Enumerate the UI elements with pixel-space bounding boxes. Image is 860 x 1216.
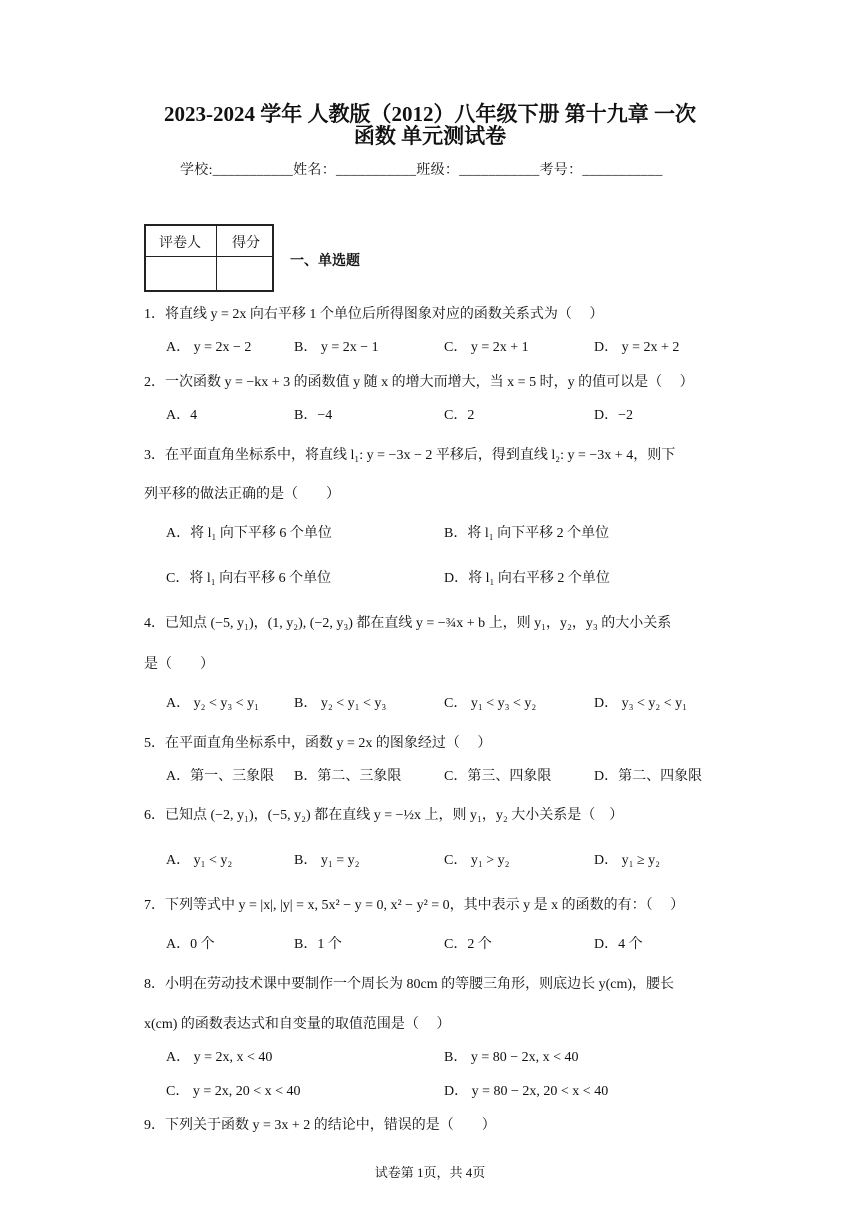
q4-option-a: A． y₂ < y₃ < y₁	[166, 696, 260, 711]
q4-option-b: B． y₂ < y₁ < y₃	[294, 696, 387, 711]
score-table-row-divider	[146, 256, 272, 257]
q4-option-c: C． y₁ < y₃ < y₂	[444, 696, 537, 711]
q6-option-d: D． y₁ ≥ y₂	[594, 853, 661, 868]
q1-option-b: B． y = 2x − 1	[294, 340, 379, 355]
q8-option-a: A． y = 2x, x < 40	[166, 1050, 273, 1065]
question-9: 9．下列关于函数 y = 3x + 2 的结论中，错误的是（ ）	[144, 1118, 496, 1133]
q1-option-d: D． y = 2x + 2	[594, 340, 680, 355]
paper-title-line1: 2023-2024 学年 人教版（2012）八年级下册 第十九章 一次	[164, 102, 696, 126]
q2-option-d: D．−2	[594, 408, 634, 423]
q5-option-c: C．第三、四象限	[444, 769, 552, 784]
q3-option-b: B．将 l₁ 向下平移 2 个单位	[444, 526, 610, 541]
question-8-line2: x(cm) 的函数表达式和自变量的取值范围是（ ）	[144, 1017, 451, 1032]
question-1: 1．将直线 y = 2x 向右平移 1 个单位后所得图象对应的函数关系式为（ ）	[144, 307, 604, 322]
score-table	[144, 224, 274, 292]
q3-option-a: A．将 l₁ 向下平移 6 个单位	[166, 526, 332, 541]
q8-option-b: B． y = 80 − 2x, x < 40	[444, 1050, 579, 1065]
q4-option-d: D． y₃ < y₂ < y₁	[594, 696, 688, 711]
q8-option-d: D． y = 80 − 2x, 20 < x < 40	[444, 1084, 609, 1099]
page-footer: 试卷第 1页，共 4页	[374, 1165, 486, 1180]
question-3-line1: 3．在平面直角坐标系中，将直线 l₁: y = −3x − 2 平移后，得到直线 l₂: y = −3x + 4，则下	[144, 448, 676, 463]
section-title: 一、单选题	[290, 254, 360, 269]
q1-option-a: A． y = 2x − 2	[166, 340, 252, 355]
question-5: 5．在平面直角坐标系中，函数 y = 2x 的图象经过（ ）	[144, 736, 492, 751]
q1-option-c: C． y = 2x + 1	[444, 340, 529, 355]
q2-option-a: A．4	[166, 408, 198, 423]
q6-option-c: C． y₁ > y₂	[444, 853, 510, 868]
question-3-line2: 列平移的做法正确的是（ ）	[144, 487, 340, 502]
question-4-line2: 是（ ）	[144, 657, 214, 672]
paper-title-line2: 函数 单元测试卷	[353, 124, 507, 148]
q7-option-d: D．4 个	[594, 937, 643, 952]
reviewer-label: 评卷人	[159, 236, 201, 251]
q3-option-d: D．将 l₁ 向右平移 2 个单位	[444, 571, 610, 586]
score-table-divider	[216, 226, 217, 290]
q6-option-a: A． y₁ < y₂	[166, 853, 233, 868]
score-label: 得分	[232, 236, 260, 251]
student-info-line: 学校:___________姓名：___________班级：___________考号：___________	[180, 163, 663, 178]
q8-option-c: C． y = 2x, 20 < x < 40	[166, 1084, 301, 1099]
q2-option-b: B．−4	[294, 408, 333, 423]
q2-option-c: C．2	[444, 408, 475, 423]
q3-option-c: C．将 l₁ 向右平移 6 个单位	[166, 571, 332, 586]
question-2: 2．一次函数 y = −kx + 3 的函数值 y 随 x 的增大而增大，当 x = 5 时，y 的值可以是（ ）	[144, 375, 694, 390]
question-6: 6．已知点 (−2, y₁)，(−5, y₂) 都在直线 y = −½x 上，则 y₁，y₂ 大小关系是（ ）	[144, 808, 624, 823]
q5-option-d: D．第二、四象限	[594, 769, 703, 784]
question-7: 7．下列等式中 y = |x|, |y| = x, 5x² − y = 0, x² − y² = 0，其中表示 y 是 x 的函数的有：（ ）	[144, 898, 685, 913]
q5-option-a: A．第一、三象限	[166, 769, 275, 784]
question-8-line1: 8．小明在劳动技术课中要制作一个周长为 80cm 的等腰三角形，则底边长 y(cm)，腰长	[144, 977, 675, 992]
q7-option-c: C．2 个	[444, 937, 492, 952]
question-4-line1: 4．已知点 (−5, y₁)，(1, y₂), (−2, y₃) 都在直线 y = −¾x + b 上，则 y₁，y₂，y₃ 的大小关系	[144, 616, 672, 631]
q5-option-b: B．第二、三象限	[294, 769, 402, 784]
q7-option-a: A．0 个	[166, 937, 215, 952]
q6-option-b: B． y₁ = y₂	[294, 853, 360, 868]
q7-option-b: B．1 个	[294, 937, 342, 952]
